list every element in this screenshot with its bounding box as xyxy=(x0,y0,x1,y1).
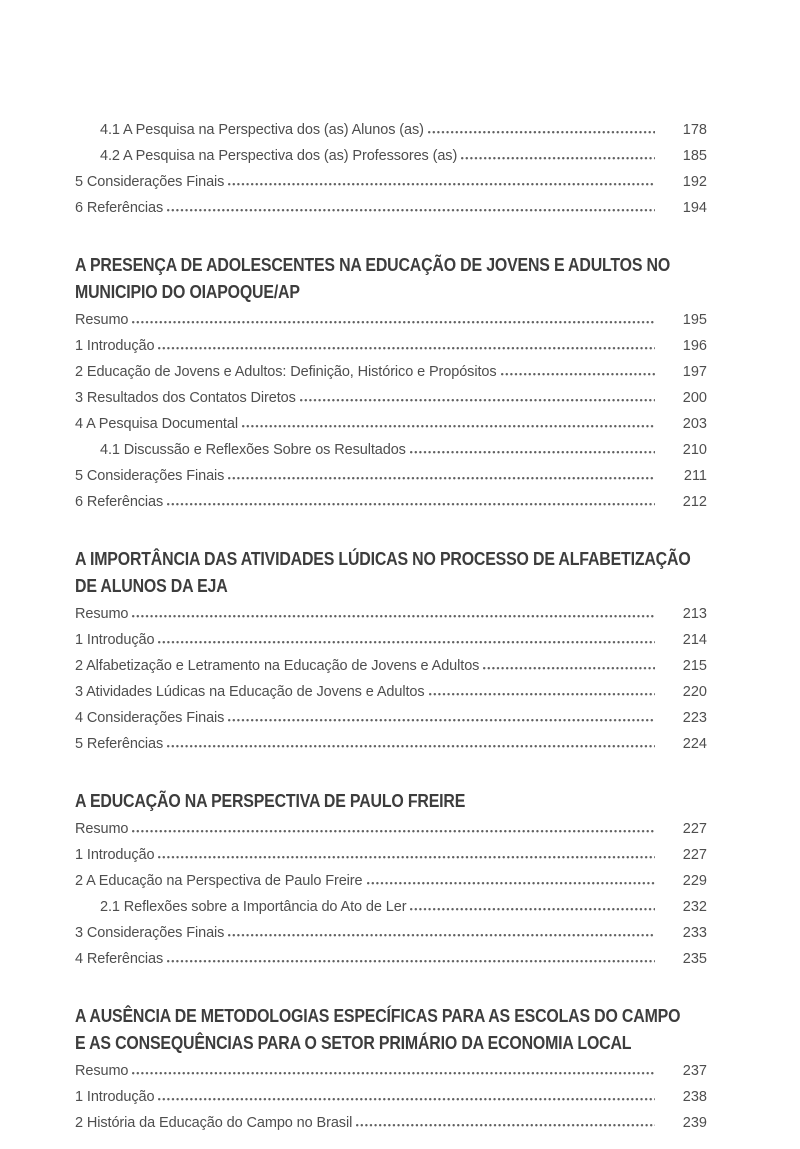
toc-entry-page-number: 220 xyxy=(682,684,707,700)
toc-entry-page-number: 200 xyxy=(682,390,707,406)
section-title-line: DE ALUNOS DA EJA xyxy=(75,575,228,596)
toc-entry-label: Resumo xyxy=(75,1063,129,1079)
toc-entry xyxy=(75,601,707,627)
toc-entry xyxy=(75,143,707,169)
toc-entry xyxy=(75,679,707,705)
dot-leader xyxy=(158,1096,655,1101)
toc-entry xyxy=(75,359,707,385)
section-title-line: A AUSÊNCIA DE METODOLOGIAS ESPECÍFICAS PARA AS ESCOLAS DO CAMPO xyxy=(75,1005,681,1026)
toc-entry-label: 2 Educação de Jovens e Adultos: Definição, Histórico e Propósitos xyxy=(75,364,497,380)
dot-leader xyxy=(167,958,655,963)
toc-entry-page-number: 211 xyxy=(683,468,707,484)
toc-entry xyxy=(75,169,707,195)
toc-entry-label: 6 Referências xyxy=(75,494,164,510)
toc-entry-label: Resumo xyxy=(75,606,129,622)
toc-entry-page-number: 195 xyxy=(682,312,707,328)
section-title-line: A EDUCAÇÃO NA PERSPECTIVA DE PAULO FREIRE xyxy=(75,790,466,811)
toc-entry-label: 3 Atividades Lúdicas na Educação de Jovens e Adultos xyxy=(75,684,425,700)
toc-entry-page-number: 227 xyxy=(682,847,707,863)
toc-entry-page-number: 210 xyxy=(682,442,707,458)
dot-leader xyxy=(228,181,655,186)
toc-entry xyxy=(75,195,707,221)
toc-entry xyxy=(75,117,707,143)
dot-leader xyxy=(242,423,655,428)
toc-entry-label: 4 Referências xyxy=(75,951,164,967)
dot-leader xyxy=(132,319,655,324)
toc-entry-page-number: 196 xyxy=(682,338,707,354)
toc-entry xyxy=(75,1084,707,1110)
toc-entry-page-number: 238 xyxy=(682,1089,707,1105)
toc-entry xyxy=(75,1110,707,1136)
toc-entry-label: 6 Referências xyxy=(75,200,164,216)
toc-entry-label: 3 Resultados dos Contatos Diretos xyxy=(75,390,296,406)
toc-entry-label: 4.1 A Pesquisa na Perspectiva dos (as) Alunos (as) xyxy=(100,122,424,138)
toc-entry-label: 1 Introdução xyxy=(75,632,155,648)
dot-leader xyxy=(367,880,656,885)
toc-entry-page-number: 233 xyxy=(682,925,707,941)
dot-leader xyxy=(501,371,656,376)
toc-entry-page-number: 213 xyxy=(682,606,707,622)
toc-entry-label: 5 Considerações Finais xyxy=(75,174,225,190)
dot-leader xyxy=(300,397,655,402)
toc-entry xyxy=(75,437,707,463)
toc-entry xyxy=(75,731,707,757)
toc-entry-page-number: 178 xyxy=(682,122,707,138)
toc-entry-page-number: 203 xyxy=(682,416,707,432)
toc-entry-page-number: 194 xyxy=(682,200,707,216)
toc-section xyxy=(75,787,707,972)
toc-entry-label: Resumo xyxy=(75,821,129,837)
section-title xyxy=(75,1002,707,1056)
dot-leader xyxy=(410,906,655,911)
toc-entry-page-number: 229 xyxy=(682,873,707,889)
toc-entry-label: 1 Introdução xyxy=(75,338,155,354)
toc-entry xyxy=(75,489,707,515)
toc-entry xyxy=(75,705,707,731)
section-title xyxy=(75,251,707,305)
toc-entry-page-number: 214 xyxy=(682,632,707,648)
toc-section xyxy=(75,1002,707,1136)
toc-entry-page-number: 197 xyxy=(682,364,707,380)
dot-leader xyxy=(483,665,655,670)
dot-leader xyxy=(356,1122,655,1127)
section-title-line: A IMPORTÂNCIA DAS ATIVIDADES LÚDICAS NO PROCESSO DE ALFABETIZAÇÃO xyxy=(75,548,691,569)
toc-entry-label: 4.1 Discussão e Reflexões Sobre os Resultados xyxy=(100,442,406,458)
dot-leader xyxy=(429,691,656,696)
toc-entry-page-number: 227 xyxy=(682,821,707,837)
toc-entry xyxy=(75,653,707,679)
toc-entry xyxy=(75,307,707,333)
toc-entry xyxy=(75,463,707,489)
toc-entry-label: 2 A Educação na Perspectiva de Paulo Freire xyxy=(75,873,363,889)
toc-entry xyxy=(75,920,707,946)
toc-entry xyxy=(75,816,707,842)
dot-leader xyxy=(132,828,655,833)
toc-entry-label: 2 História da Educação do Campo no Brasil xyxy=(75,1115,353,1131)
dot-leader xyxy=(132,1070,655,1075)
dot-leader xyxy=(228,932,655,937)
toc-entry xyxy=(75,627,707,653)
dot-leader xyxy=(167,743,655,748)
toc-entry-page-number: 212 xyxy=(682,494,707,510)
dot-leader xyxy=(158,639,655,644)
toc-entry-label: 2.1 Reflexões sobre a Importância do Ato de Ler xyxy=(100,899,407,915)
section-title-line: A PRESENÇA DE ADOLESCENTES NA EDUCAÇÃO DE JOVENS E ADULTOS NO xyxy=(75,254,671,275)
toc-entry-label: Resumo xyxy=(75,312,129,328)
toc-section xyxy=(75,545,707,757)
toc-entry xyxy=(75,842,707,868)
toc-entry xyxy=(75,333,707,359)
dot-leader xyxy=(428,129,655,134)
section-title-line: MUNICIPIO DO OIAPOQUE/AP xyxy=(75,281,300,302)
toc-entry xyxy=(75,894,707,920)
toc-entry xyxy=(75,946,707,972)
toc-entry-page-number: 239 xyxy=(682,1115,707,1131)
toc-entry xyxy=(75,1058,707,1084)
toc-entry-page-number: 232 xyxy=(682,899,707,915)
dot-leader xyxy=(410,449,655,454)
toc-entry-page-number: 223 xyxy=(682,710,707,726)
toc-entry-label: 4 Considerações Finais xyxy=(75,710,225,726)
toc-section xyxy=(75,251,707,515)
toc-entry-label: 4 A Pesquisa Documental xyxy=(75,416,238,432)
toc-entry-label: 3 Considerações Finais xyxy=(75,925,225,941)
toc-entry-label: 4.2 A Pesquisa na Perspectiva dos (as) Professores (as) xyxy=(100,148,458,164)
toc-entry xyxy=(75,385,707,411)
dot-leader xyxy=(228,717,655,722)
toc-entry xyxy=(75,411,707,437)
dot-leader xyxy=(158,345,655,350)
toc-entry-label: 1 Introdução xyxy=(75,847,155,863)
section-title xyxy=(75,545,707,599)
dot-leader xyxy=(132,613,655,618)
toc-entry-label: 5 Referências xyxy=(75,736,164,752)
toc-entry-page-number: 192 xyxy=(682,174,707,190)
toc-entry xyxy=(75,868,707,894)
toc-entry-page-number: 215 xyxy=(682,658,707,674)
toc-entry-label: 2 Alfabetização e Letramento na Educação de Jovens e Adultos xyxy=(75,658,480,674)
toc-entry-label: 5 Considerações Finais xyxy=(75,468,225,484)
dot-leader xyxy=(228,475,655,480)
toc-entry-page-number: 235 xyxy=(682,951,707,967)
dot-leader xyxy=(167,207,655,212)
dot-leader xyxy=(461,155,655,160)
section-title-line: E AS CONSEQUÊNCIAS PARA O SETOR PRIMÁRIO DA ECONOMIA LOCAL xyxy=(75,1032,632,1053)
dot-leader xyxy=(167,501,655,506)
toc-entry-page-number: 185 xyxy=(682,148,707,164)
toc-entry-label: 1 Introdução xyxy=(75,1089,155,1105)
toc-entry-page-number: 237 xyxy=(682,1063,707,1079)
toc-entry-page-number: 224 xyxy=(682,736,707,752)
section-title xyxy=(75,787,707,814)
dot-leader xyxy=(158,854,655,859)
